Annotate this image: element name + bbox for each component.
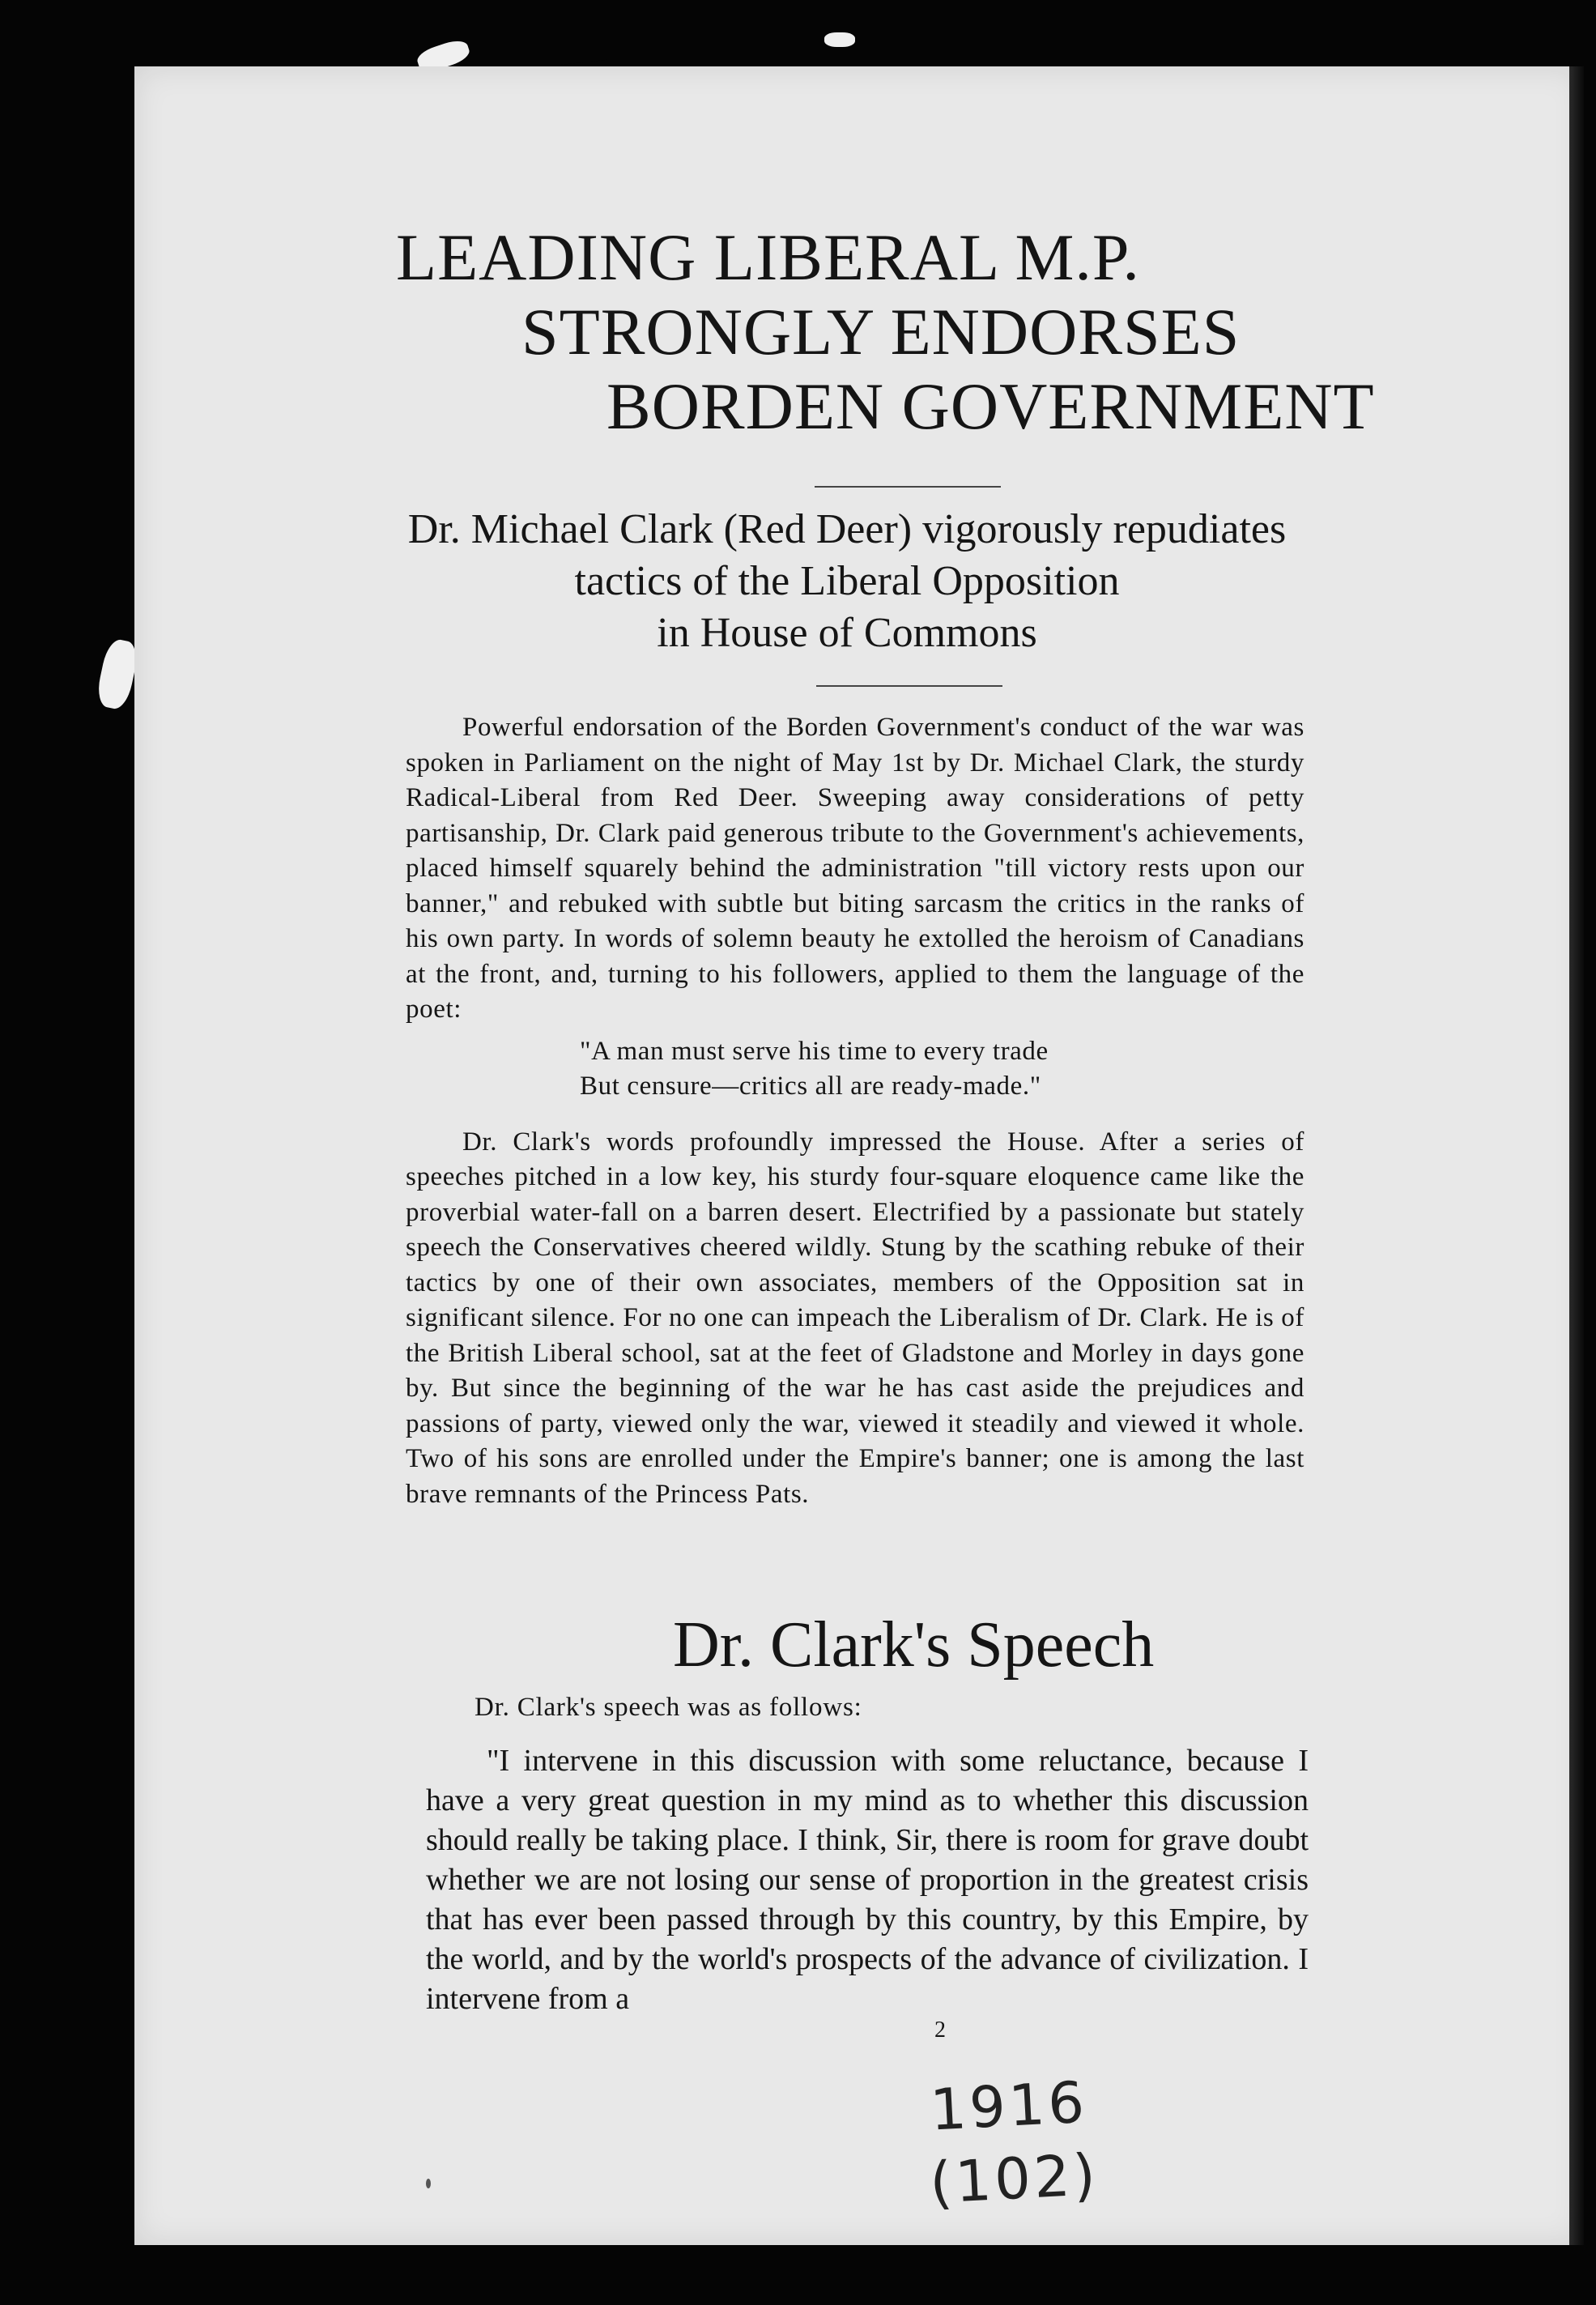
paper-speck [95,637,141,711]
handwritten-year: 1916 [928,2069,1089,2144]
handwritten-code: (102) [928,2141,1100,2217]
page-subheadline [389,504,1304,659]
subheadline-line: in House of Commons [657,610,1037,656]
handwritten-annotation [925,2068,1142,2217]
section-title: Dr. Clark's Speech [673,1609,1155,1681]
subheadline-line: tactics of the Liberal Opposition [574,558,1120,604]
headline-line: STRONGLY ENDORSES [521,295,1241,369]
document-page [134,66,1584,2245]
paper-speck [824,32,855,47]
subheadline-line: Dr. Michael Clark (Red Deer) vigorously repudiates [407,506,1287,552]
page-number: 2 [934,2017,946,2043]
divider-rule [816,685,1002,687]
page-headline [396,220,1375,444]
headline-line: BORDEN GOVERNMENT [606,369,1375,443]
quote-line: "A man must serve his time to every trade [580,1036,1049,1066]
article-body [406,710,1304,1527]
divider-rule [815,486,1001,488]
article-paragraph: Dr. Clark's words profoundly impressed the House. After a series of speeches pitched in a low key, his sturdy four-square eloquence came like the proverbial water-fall on a barren desert. Electrified by a passionate but stately speech the Conservatives cheered wildly. Stung by the scathing rebuke of their tactics by one of their own associates, members of the Opposition sat in significant silence. For no one can impeach the Liberalism of Dr. Clark. He is of the British Liberal school, sat at the feet of Gladstone and Morley in days gone by. But since the beginning of the war he has cast aside the prejudices and passions of party, viewed only the war, viewed it steadily and viewed it whole. Two of his sons are enrolled under the Empire's banner; one is among the last brave remnants of the Princess Pats. [406,1127,1304,1509]
article-paragraph: Powerful endorsation of the Borden Government's conduct of the war was spoken in Parliament on the night of May 1st by Dr. Michael Clark, the sturdy Radical-Liberal from Red Deer. Sweeping away considerations of petty partisanship, Dr. Clark paid generous tribute to the Government's achievements, placed himself squarely behind the administration "till victory rests upon our banner," and rebuked with subtle but biting sarcasm the critics in the ranks of his own party. In words of solemn beauty he extolled the heroism of Canadians at the front, and, turning to his followers, applied to them the language of the poet: [406,713,1304,1024]
poem-quote [406,1034,1304,1104]
page-content [134,66,1584,2245]
speech-excerpt: "I intervene in this discussion with some reluctance, because I have a very great question in my mind as to whether this discussion should really be taking place. I think, Sir, there is room for grave doubt whether we are not losing our sense of proportion in the greatest crisis that has ever been passed through by this country, by this Empire, by the world, and by the world's prospects of the advance of civilization. I intervene from a [426,1744,1309,2016]
speech-intro: Dr. Clark's speech was as follows: [475,1693,862,1722]
ink-speck [426,2179,431,2188]
quote-line: But censure—critics all are ready-made." [580,1071,1041,1101]
headline-line: LEADING LIBERAL M.P. [396,220,1140,294]
